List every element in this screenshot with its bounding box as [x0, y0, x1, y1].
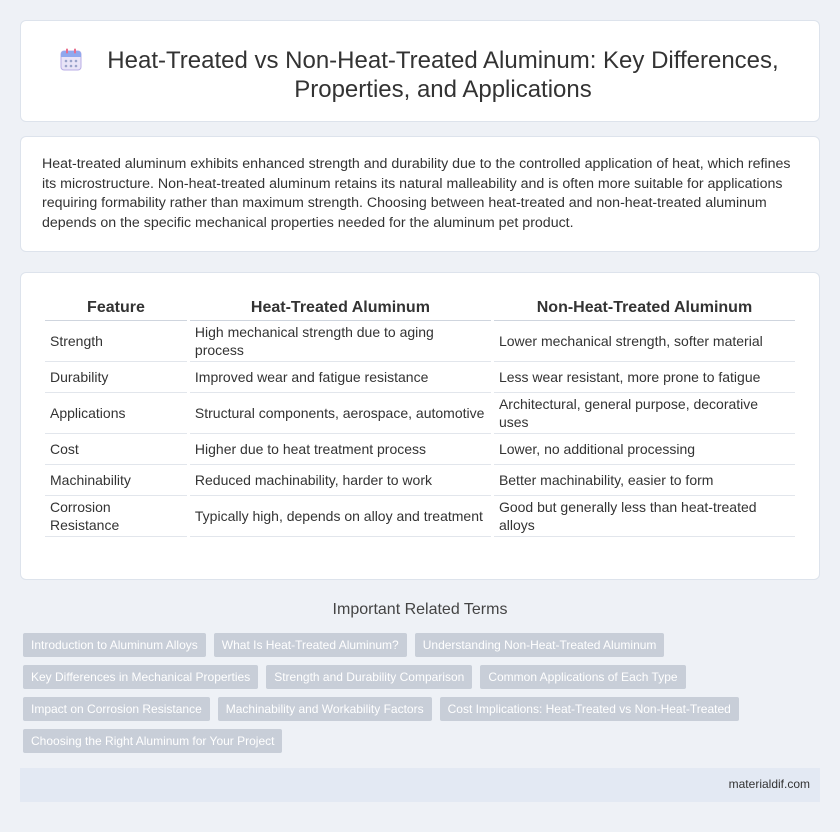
table-cell-feature: Machinability	[45, 465, 187, 496]
table-cell-non-heat-treated: Better machinability, easier to form	[494, 465, 795, 496]
related-term-tag[interactable]: Common Applications of Each Type	[480, 665, 685, 689]
table-cell-heat-treated: High mechanical strength due to aging process	[190, 321, 491, 362]
table-cell-heat-treated: Structural components, aerospace, automotive	[190, 393, 491, 434]
title-card	[20, 20, 820, 122]
related-term-tag[interactable]: What Is Heat-Treated Aluminum?	[214, 633, 407, 657]
footer-site-link[interactable]: materialdif.com	[728, 777, 810, 791]
table-row	[45, 434, 795, 465]
page-title: Heat-Treated vs Non-Heat-Treated Aluminum: Key Differences, Properties, and Applications	[107, 47, 779, 103]
intro-paragraph: Heat-treated aluminum exhibits enhanced strength and durability due to the controlled application of heat, which refines its microstructure. Non-heat-treated aluminum retains its natural malleability and is often more suitable for applications requiring formability rather than maximum strength. Choosing between heat-treated and non-heat-treated aluminum depends on the specific mechanical properties needed for the aluminum pet product.	[42, 156, 791, 231]
table-cell-heat-treated: Improved wear and fatigue resistance	[190, 362, 491, 393]
table-cell-heat-treated: Typically high, depends on alloy and treatment	[190, 496, 491, 537]
related-term-tag[interactable]: Machinability and Workability Factors	[218, 697, 432, 721]
footer-bar	[20, 768, 820, 802]
table-cell-non-heat-treated: Lower, no additional processing	[494, 434, 795, 465]
table-header-row	[45, 295, 795, 321]
table-cell-heat-treated: Reduced machinability, harder to work	[190, 465, 491, 496]
table-cell-feature: Corrosion Resistance	[45, 496, 187, 537]
table-row	[45, 393, 795, 434]
table-cell-non-heat-treated: Lower mechanical strength, softer material	[494, 321, 795, 362]
table-row	[45, 496, 795, 537]
table-cell-feature: Strength	[45, 321, 187, 362]
table-row	[45, 362, 795, 393]
column-header-feature: Feature	[45, 295, 187, 321]
table-cell-feature: Applications	[45, 393, 187, 434]
column-header-heat-treated: Heat-Treated Aluminum	[190, 295, 491, 321]
related-term-tag[interactable]: Strength and Durability Comparison	[266, 665, 472, 689]
intro-card	[20, 136, 820, 252]
table-cell-feature: Durability	[45, 362, 187, 393]
related-term-tag[interactable]: Introduction to Aluminum Alloys	[23, 633, 206, 657]
related-term-tag[interactable]: Cost Implications: Heat-Treated vs Non-Heat-Treated	[440, 697, 739, 721]
related-terms-heading: Important Related Terms	[332, 601, 508, 618]
table-cell-feature: Cost	[45, 434, 187, 465]
table-cell-non-heat-treated: Good but generally less than heat-treated alloys	[494, 496, 795, 537]
related-term-tag[interactable]: Choosing the Right Aluminum for Your Project	[23, 729, 282, 753]
related-term-tag[interactable]: Impact on Corrosion Resistance	[23, 697, 210, 721]
comparison-table	[42, 295, 798, 537]
table-cell-heat-treated: Higher due to heat treatment process	[190, 434, 491, 465]
table-cell-non-heat-treated: Less wear resistant, more prone to fatigue	[494, 362, 795, 393]
table-row	[45, 321, 795, 362]
comparison-table-card	[20, 272, 820, 580]
calendar-icon	[57, 46, 85, 74]
table-cell-non-heat-treated: Architectural, general purpose, decorative uses	[494, 393, 795, 434]
related-term-tag[interactable]: Understanding Non-Heat-Treated Aluminum	[415, 633, 665, 657]
related-term-tag[interactable]: Key Differences in Mechanical Properties	[23, 665, 258, 689]
table-row	[45, 465, 795, 496]
related-terms-tags	[23, 633, 813, 761]
column-header-non-heat-treated: Non-Heat-Treated Aluminum	[494, 295, 795, 321]
